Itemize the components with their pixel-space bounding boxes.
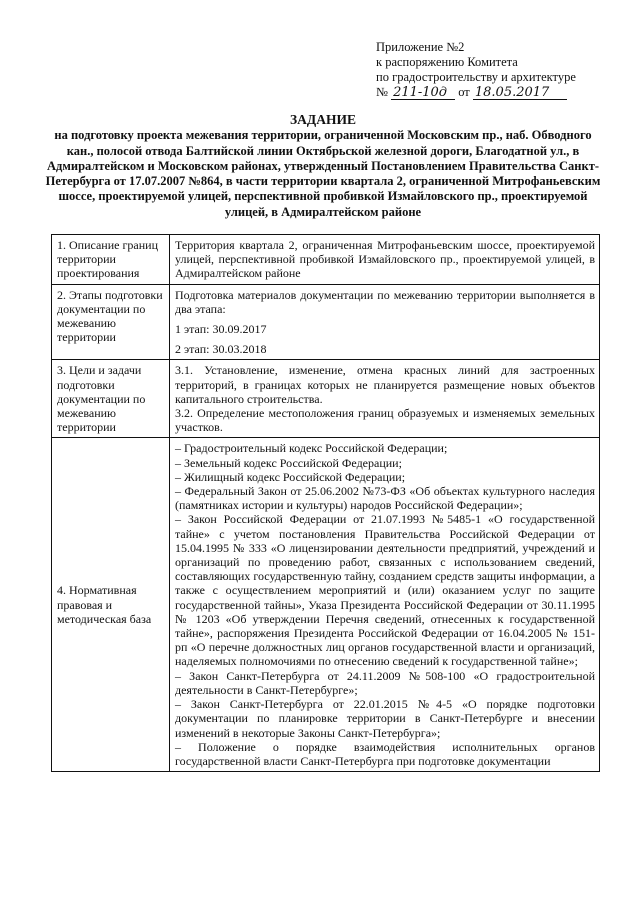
list-item: – Федеральный Закон от 25.06.2002 №73-ФЗ «Об объектах культурного наследия (памятниках истории и культуры) народов Российской Федерации»;: [175, 484, 595, 513]
table-row: [52, 438, 600, 772]
row-label: 3. Цели и задачи подготовки документации по межеванию территории: [52, 360, 170, 438]
document-title: [40, 112, 606, 220]
row-label: 4. Нормативная правовая и методическая база: [52, 438, 170, 772]
order-number: 211-10д: [391, 86, 455, 100]
row-content: [170, 360, 600, 438]
task-table: [51, 234, 600, 772]
appendix-line3: по градостроительству и архитектуре: [376, 70, 576, 84]
list-item: – Жилищный кодекс Российской Федерации;: [175, 469, 406, 484]
row-content: [170, 284, 600, 360]
number-prefix: №: [376, 85, 388, 99]
title-body: на подготовку проекта межевания территории, ограниченной Московским пр., наб. Обводного кан., полосой отвода Балтийской линии Октябрьской железной дороги, Благодатной ул., в Адмиралтейском и Московском районах, утвержденный Постановлением Правительства Санкт-Петербурга от 17.07.2007 №864, в части территории квартала 2, ограниченной Митрофаньевским шоссе, проектируемой улицей, перспективной пробивкой Измайловского пр., проектируемой улицей, в Адмиралтейском районе: [45, 128, 601, 219]
list-item: – Закон Санкт-Петербурга от 24.11.2009 №508-100 «О градостроительной деятельности в Санкт-Петербурге»;: [175, 668, 595, 697]
appendix-line2: к распоряжению Комитета: [376, 55, 518, 69]
title-heading: ЗАДАНИЕ: [290, 112, 356, 127]
table-row: [52, 360, 600, 438]
row-label: 1. Описание границ территории проектирования: [52, 235, 170, 285]
list-item: – Положение о порядке взаимодействия исполнительных органов государственной власти Санкт-Петербурга при подготовке документации: [175, 739, 595, 768]
date-prefix: от: [458, 85, 470, 99]
stages-intro: Подготовка материалов документации по межеванию территории выполняется в два этапа:: [175, 287, 595, 316]
list-item: – Земельный кодекс Российской Федерации;: [175, 455, 402, 470]
appendix-line1: Приложение №2: [376, 40, 465, 54]
row-label: 2. Этапы подготовки документации по межеванию территории: [52, 284, 170, 360]
row-content: [170, 438, 600, 772]
list-item: – Закон Санкт-Петербурга от 22.01.2015 №4-5 «О порядке подготовки документации по планировке территории в Санкт-Петербурге и внесении изменений в некоторые Законы Санкт-Петербурга»;: [175, 697, 595, 740]
appendix-number-line: [376, 85, 616, 100]
stage-2: 2 этап: 30.03.2018: [175, 342, 267, 357]
table-row: [52, 284, 600, 360]
goal-3-1: 3.1. Установление, изменение, отмена красных линий для застроенных территорий, в границах которых не планируется размещение новых объектов капитального строительства.: [175, 363, 595, 406]
row-content: Территория квартала 2, ограниченная Митрофаньевским шоссе, проектируемой улицей, перспективной пробивкой Измайловского пр., проектируемой улицей, в Адмиралтейском районе: [170, 235, 600, 285]
stage-1: 1 этап: 30.09.2017: [175, 322, 267, 337]
goal-3-2: 3.2. Определение местоположения границ образуемых и изменяемых земельных участков.: [175, 406, 595, 435]
appendix-block: [376, 40, 616, 100]
order-date: 18.05.2017: [473, 86, 567, 100]
table-row: [52, 235, 600, 285]
list-item: – Закон Российской Федерации от 21.07.1993 №5485-1 «О государственной тайне» с учетом постановления Правительства Российской Федерации от 15.04.1995 № 333 «О лицензировании деятельности предприятий, учреждений и организаций по проведению работ, связанных с использованием сведений, составляющих государственную тайну, созданием средств защиты информации, а также с осуществлением мероприятий и (или) оказанием услуг по защите государственной тайны», Указа Президента Российской Федерации от 30.11.1995 № 1203 «Об утверждении Перечня сведений, отнесенных к государственной тайне», распоряжения Президента Российской Федерации от 16.04.2005 № 151-рп «О перечне должностных лиц органов государственной власти и организаций, наделяемых полномочиями по отнесению сведений к государственной тайне»;: [175, 512, 595, 669]
legal-basis-list: [175, 441, 595, 768]
list-item: – Градостроительный кодекс Российской Федерации;: [175, 441, 448, 456]
